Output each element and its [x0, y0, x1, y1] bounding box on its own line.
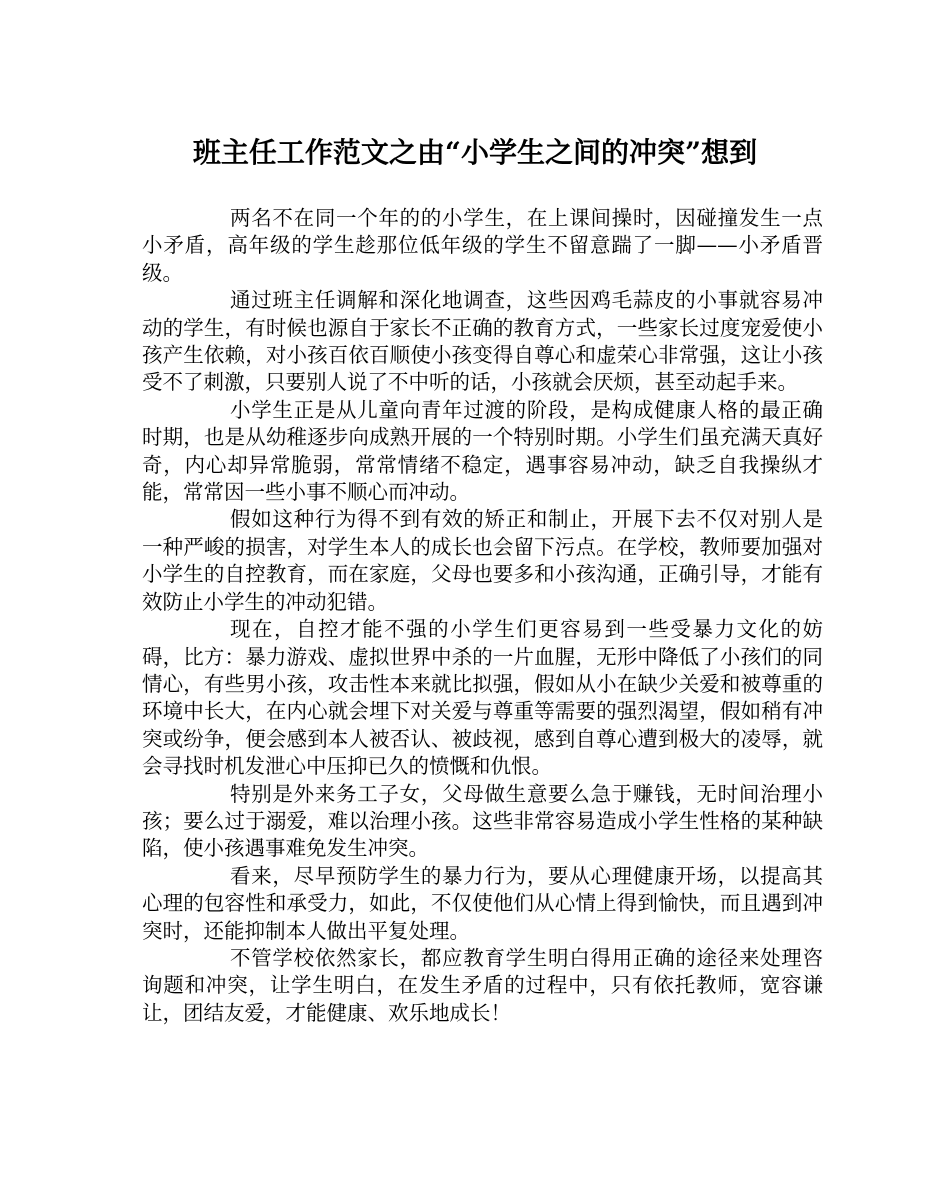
paragraph-7: 看来，尽早预防学生的暴力行为，要从心理健康开场，以提高其心理的包容性和承受力，如此，不仅使他们从心情上得到愉快，而且遇到冲突时，还能抑制本人做出平复处理。	[142, 863, 823, 943]
paragraph-4: 假如这种行为得不到有效的矫正和制止，开展下去不仅对别人是一种严峻的损害，对学生本人的成长也会留下污点。在学校，教师要加强对小学生的自控教育，而在家庭，父母也要多和小孩沟通，正确引导，才能有效防止小学生的冲动犯错。	[142, 507, 823, 614]
paragraph-2: 通过班主任调解和深化地调查，这些因鸡毛蒜皮的小事就容易冲动的学生，有时候也源自于家长不正确的教育方式，一些家长过度宠爱使小孩产生依赖，对小孩百依百顺使小孩变得自尊心和虚荣心非常强，这让小孩受不了刺激，只要别人说了不中听的话，小孩就会厌烦，甚至动起手来。	[142, 288, 823, 395]
paragraph-1: 两名不在同一个年的的小学生，在上课间操时，因碰撞发生一点小矛盾，高年级的学生趁那位低年级的学生不留意踹了一脚——小矛盾晋级。	[142, 206, 823, 285]
document-body	[142, 205, 823, 1027]
document-title: 班主任工作范文之由“小学生之间的冲突”想到	[192, 136, 758, 169]
paragraph-5: 现在，自控才能不强的小学生们更容易到一些受暴力文化的妨碍，比方：暴力游戏、虚拟世界中杀的一片血腥，无形中降低了小孩们的同情心，有些男小孩，攻击性本来就比拟强，假如从小在缺少关爱和被尊重的环境中长大，在内心就会埋下对关爱与尊重等需要的强烈渴望，假如稍有冲突或纷争，便会感到本人被否认、被歧视，感到自尊心遭到极大的凌辱，就会寻找时机发泄心中压抑已久的愤慨和仇恨。	[142, 617, 823, 779]
paragraph-6: 特别是外来务工子女，父母做生意要么急于赚钱，无时间治理小孩；要么过于溺爱，难以治理小孩。这些非常容易造成小学生性格的某种缺陷，使小孩遇事难免发生冲突。	[142, 781, 823, 861]
paragraph-8: 不管学校依然家长，都应教育学生明白得用正确的途径来处理咨询题和冲突，让学生明白，在发生矛盾的过程中，只有依托教师，宽容谦让，团结友爱，才能健康、欢乐地成长！	[142, 945, 823, 1025]
paragraph-3: 小学生正是从儿童向青年过渡的阶段，是构成健康人格的最正确时期，也是从幼稚逐步向成熟开展的一个特别时期。小学生们虽充满天真好奇，内心却异常脆弱，常常情绪不稳定，遇事容易冲动，缺乏自我操纵才能，常常因一些小事不顺心而冲动。	[142, 397, 823, 505]
